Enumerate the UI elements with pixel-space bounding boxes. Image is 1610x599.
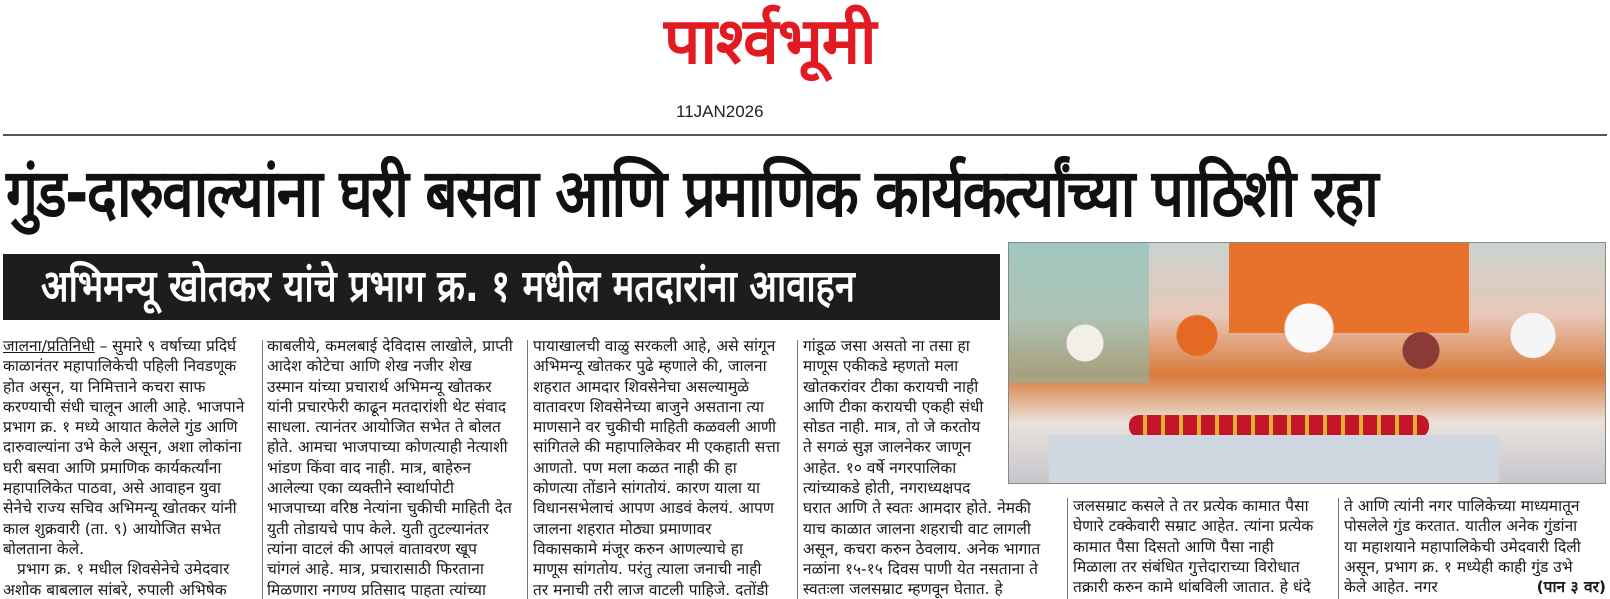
text-line: काल शुक्रवारी (ता. ९) आयोजित सभेत xyxy=(3,519,221,538)
text-line: घरी बसवा आणि प्रमाणिक कार्यकर्त्यांना xyxy=(3,458,222,477)
text-line: काळानंतर महापालिकेची पहिली निवडणूक xyxy=(3,357,237,376)
text-line: महापालिकेत पाठवा, असे आवाहन युवा xyxy=(3,479,221,498)
text-line: केले आहेत. नगर xyxy=(1344,578,1438,597)
masthead-divider xyxy=(3,134,1607,136)
text-line: सोडत नाही. मात्र, तो जे करतोय xyxy=(803,418,981,437)
photo-table xyxy=(1049,435,1499,484)
text-line: शहरात आमदार शिवसेनेचा असल्यामुळे xyxy=(533,377,750,396)
text-line: वातावरण शिवसेनेच्या बाजुने असताना त्या xyxy=(533,397,765,416)
text-line: प्रभाग क्र. १ मधील शिवसेनेचे उमेदवार xyxy=(17,560,230,579)
continued-on-page-marker: (पान ३ वर) xyxy=(1536,578,1606,597)
text-line: सांगितले की महापालिकेवर मी एकहाती सत्ता xyxy=(533,438,780,457)
text-line: जालना शहरात मोठ्या प्रमाणावर xyxy=(533,519,712,538)
text-line: – सुमारे ९ वर्षाच्या प्रदिर्घ xyxy=(94,337,237,355)
text-line: बोलताना केले. xyxy=(3,539,85,558)
text-line: तक्रारी करुन कामे थांबविली जातात. हे धंदे xyxy=(1073,578,1311,597)
text-line: नळांना १५-१५ दिवस पाणी येत नसताना ते xyxy=(803,560,1038,579)
edition-date: 11JAN2026 xyxy=(676,102,764,121)
article-column-2 xyxy=(267,336,522,599)
subheadline-bar xyxy=(3,254,1000,320)
text-line: त्यांना वाटलं की आपलं वातावरण खूप xyxy=(267,539,477,558)
text-line: घरात आणि ते स्वतः आमदार होते. नेमकी xyxy=(803,499,1031,518)
text-line: होत असून, या निमित्ताने कचरा साफ xyxy=(3,377,206,396)
text-line: ते आणि त्यांनी नगर पालिकेच्या माध्यमातून xyxy=(1344,497,1580,515)
text-line: सेनेचे राज्य सचिव अभिमन्यू खोतकर यांनी xyxy=(3,499,237,518)
text-line: अशोक बाबलाल सांबरे, रुपाली अभिषेक xyxy=(3,580,227,599)
column-separator xyxy=(527,340,528,599)
text-line: विधानसभेलाचं आपण आडवं केलयं. आपण xyxy=(533,499,775,518)
news-photo xyxy=(1008,242,1606,484)
text-line: विकासकामे मंजूर करुन आणल्याचे हा xyxy=(533,539,744,558)
text-line: याच काळात जालना शहराची वाट लागली xyxy=(803,519,1031,538)
text-line: माणसाने वर चुकीची माहिती कळवली आणी xyxy=(533,418,777,437)
text-line: घेणारे टक्केवारी सम्राट आहेत. त्यांना प्रत्येक xyxy=(1073,517,1314,536)
article-dateline: जालना/प्रतिनिधी xyxy=(3,337,95,355)
column-separator xyxy=(262,340,263,599)
text-line: भाजपाच्या वरिष्ठ नेत्यांना चुकीची माहिती देत xyxy=(267,499,512,518)
text-line: साधला. त्यानंतर आयोजित सभेत ते बोलत xyxy=(267,418,501,437)
text-line: होते. आमचा भाजपाच्या कोणत्याही नेत्याशी xyxy=(267,438,508,457)
article-column-4-top xyxy=(803,336,1003,478)
main-headline: गुंड-दारुवाल्यांना घरी बसवा आणि प्रमाणिक कार्यकर्त्यांच्या पाठिशी रहा xyxy=(6,155,1378,232)
text-line: असून, प्रभाग क्र. १ मध्येही काही गुंड उभे xyxy=(1344,557,1573,576)
text-line: प्रभाग क्र. १ मध्ये आयात केलेले गुंड आणि xyxy=(3,418,238,437)
text-line: आणतो. पण मला कळत नाही की हा xyxy=(533,458,737,477)
column-separator xyxy=(1067,498,1068,599)
article-column-4-bottom xyxy=(803,478,1061,599)
text-line: माणूस एकीकडे म्हणतो मला xyxy=(803,357,959,376)
text-line: पोसलेले गुंड करतात. यातील अनेक गुंडांना xyxy=(1344,517,1578,536)
text-line: स्वतःला जलसम्राट म्हणवून घेतात. हे xyxy=(803,580,1003,599)
text-line: उस्मान यांच्या प्रचारार्थ अभिमन्यू खोतकर xyxy=(267,377,492,396)
text-line: यांनी प्रचारफेरी काढून मतदारांशी थेट संवाद xyxy=(267,397,507,416)
article-column-3 xyxy=(533,336,791,599)
text-line: ते सगळं सुज्ञ जालनेकर जाणून xyxy=(803,438,972,457)
newspaper-logo: पार्श्वभूमी xyxy=(664,5,876,79)
masthead xyxy=(0,0,1610,130)
column-separator xyxy=(1338,498,1339,599)
text-line: पायाखालची वाळु सरकली आहे, असे सांगून xyxy=(533,337,776,355)
text-line: तर मनाची तरी लाज वाटली पाहिजे. दतोंडी xyxy=(533,580,769,599)
text-line: दारुवाल्यांना उभे केले असून, अशा लोकांना xyxy=(3,438,242,457)
text-line: मिळाला तर संबंधित गुत्तेदाराच्या विरोधात xyxy=(1073,557,1300,576)
subheadline: अभिमन्यू खोतकर यांचे प्रभाग क्र. १ मधील मतदारांना आवाहन xyxy=(41,261,855,312)
article-column-1 xyxy=(3,336,258,599)
text-line: युती तोडायचे पाप केले. युती तुटल्यानंतर xyxy=(267,519,489,538)
text-line: अभिमन्यू खोतकर पुढे म्हणाले की, जालना xyxy=(533,357,767,376)
text-line: असून, कचरा करुन ठेवलाय. अनेक भागात xyxy=(803,539,1041,558)
text-line: करण्याची संधी चालून आली आहे. भाजपाने xyxy=(3,397,245,416)
text-line: आलेल्या एका व्यक्तीने स्वार्थापोटी xyxy=(267,479,454,498)
text-line: भांडण किंवा वाद नाही. मात्र, बाहेरुन xyxy=(267,458,471,477)
text-line: कामात पैसा दिसतो आणि पैसा नाही xyxy=(1073,537,1274,556)
text-line: कोणत्या तोंडाने सांगतोयं. कारण याला या xyxy=(533,479,761,498)
photo-garland xyxy=(1129,415,1429,437)
text-line: या महाशयाने महापालिकेची उमेदवारी दिली xyxy=(1344,537,1581,556)
article-column-5 xyxy=(1073,496,1331,599)
text-line: आदेश कोटेचा आणि शेख नजीर शेख xyxy=(267,357,472,376)
text-line: माणूस सांगतोय. परंतु त्याला जनाची नाही xyxy=(533,560,762,579)
text-line: खोतकरांवर टीका करायची नाही xyxy=(803,377,979,396)
text-line-last xyxy=(1344,577,1606,597)
text-line: त्यांच्याकडे होती, नगराध्यक्षपद xyxy=(803,479,971,497)
text-line: जलसम्राट कसले ते तर प्रत्येक कामात पैसा xyxy=(1073,497,1309,515)
text-line: आणि टीका करायची एकही संधी xyxy=(803,397,984,416)
text-line: गांडूळ जसा असतो ना तसा हा xyxy=(803,337,970,355)
text-line: चांगलं आहे. मात्र, प्रचारासाठी फिरताना xyxy=(267,560,484,579)
article-column-6 xyxy=(1344,496,1606,599)
column-separator xyxy=(797,340,798,599)
text-line: आहेत. १० वर्षे नगरपालिका xyxy=(803,458,957,477)
text-line: काबलीये, कमलबाई देविदास लाखोले, प्राप्ती xyxy=(267,337,513,355)
text-line: मिळणारा नगण्य प्रतिसाद पाहता त्यांच्या xyxy=(267,580,486,599)
photo-crowd xyxy=(1029,283,1589,433)
